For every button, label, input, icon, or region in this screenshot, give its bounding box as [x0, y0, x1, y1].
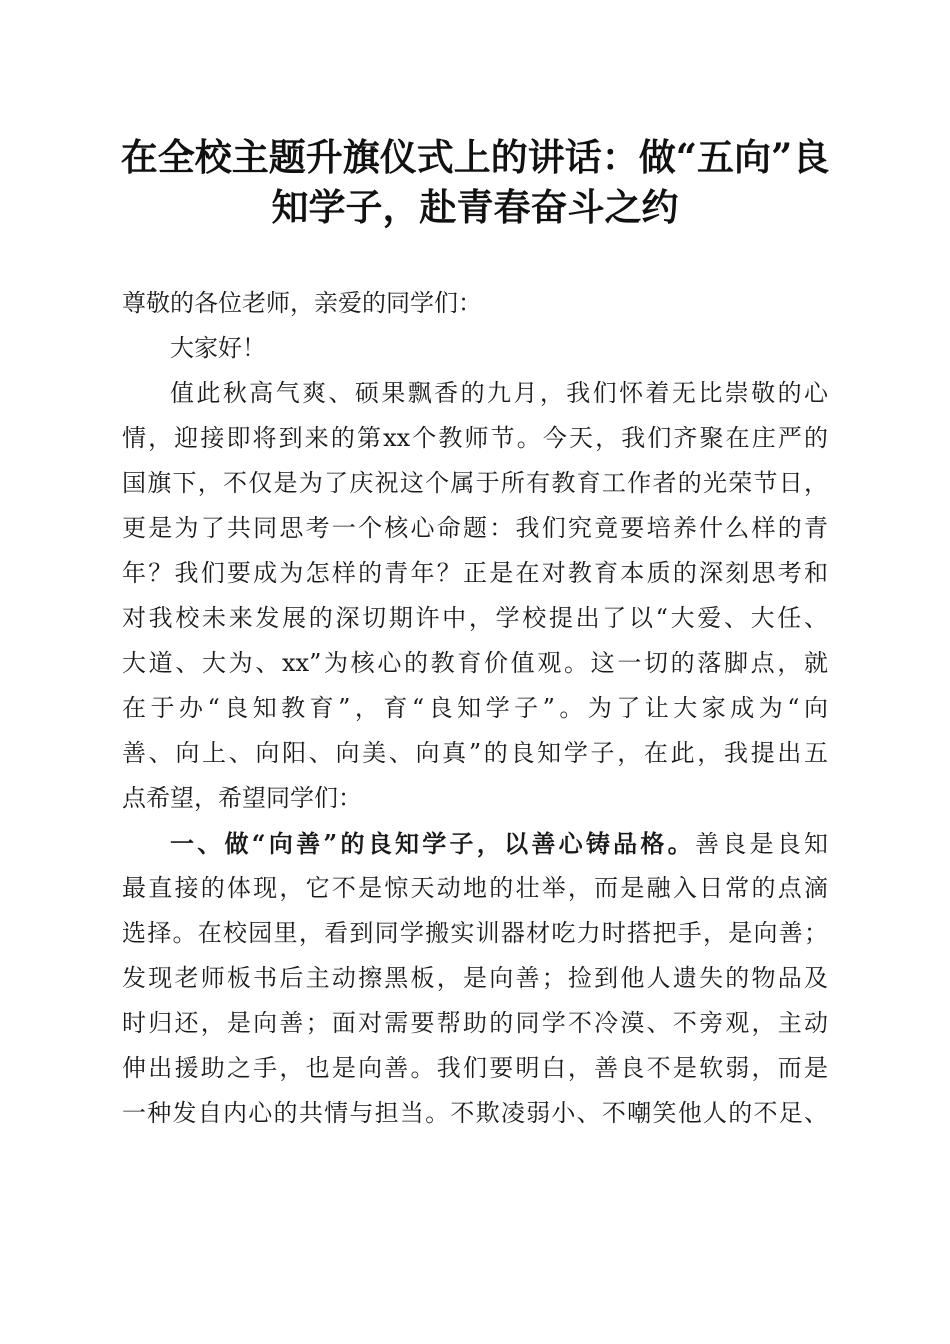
paragraph-line: 年？我们要成为怎样的青年？正是在对教育本质的深刻思考和 [122, 559, 828, 587]
salutation: 尊敬的各位老师，亲爱的同学们： [122, 289, 482, 317]
section-1-heading: 一、做“向善”的良知学子，以善心铸品格。 [170, 829, 695, 858]
paragraph-line: 值此秋高气爽、硕果飘香的九月，我们怀着无比崇敬的心 [170, 379, 828, 407]
page-title [100, 132, 850, 232]
paragraph-line: 大道、大为、xx”为核心的教育价值观。这一切的落脚点，就 [122, 649, 828, 677]
greeting: 大家好！ [170, 334, 266, 362]
paragraph-line: 对我校未来发展的深切期许中，学校提出了以“大爱、大任、 [122, 604, 828, 632]
paragraph-line: 点希望，希望同学们： [122, 784, 362, 812]
paragraph-line: 情，迎接即将到来的第xx个教师节。今天，我们齐聚在庄严的 [122, 424, 828, 452]
paragraph-line: 伸出援助之手，也是向善。我们要明白，善良不是软弱，而是 [122, 1054, 828, 1082]
paragraph-line: 选择。在校园里，看到同学搬实训器材吃力时搭把手，是向善； [122, 919, 828, 947]
title-line-1: 在全校主题升旗仪式上的讲话：做“五向”良 [120, 135, 830, 179]
paragraph-line: 更是为了共同思考一个核心命题：我们究竟要培养什么样的青 [122, 514, 828, 542]
paragraph-line: 时归还，是向善；面对需要帮助的同学不冷漠、不旁观，主动 [122, 1009, 828, 1037]
paragraph-line: 善、向上、向阳、向美、向真”的良知学子，在此，我提出五 [122, 739, 828, 767]
paragraph-line: 一种发自内心的共情与担当。不欺凌弱小、不嘲笑他人的不足、 [122, 1099, 828, 1127]
paragraph-line: 最直接的体现，它不是惊天动地的壮举，而是融入日常的点滴 [122, 874, 828, 902]
section-1-text: 善良是良知 [694, 830, 829, 858]
paragraph-line: 发现老师板书后主动擦黑板，是向善；捡到他人遗失的物品及 [122, 964, 828, 992]
speech-body [122, 281, 828, 1136]
paragraph-line: 在于办“良知教育”，育“良知学子”。为了让大家成为“向 [122, 694, 828, 722]
section-1-first-line [122, 821, 828, 866]
paragraph-line: 国旗下，不仅是为了庆祝这个属于所有教育工作者的光荣节日， [122, 469, 828, 497]
title-line-2: 知学子，赴青春奋斗之约 [271, 185, 679, 229]
